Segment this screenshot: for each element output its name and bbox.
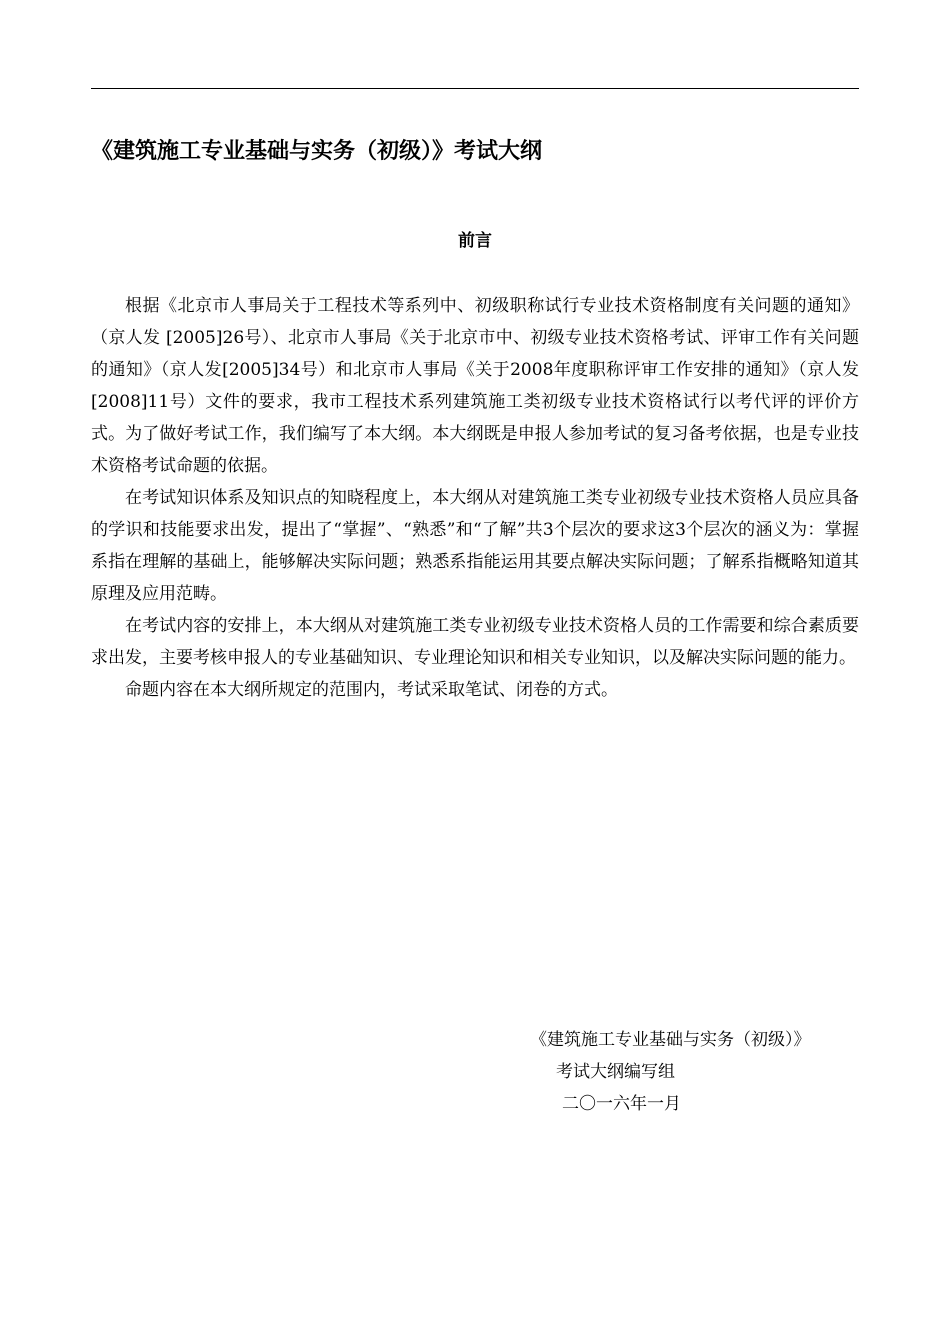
paragraph-2: 在考试知识体系及知识点的知晓程度上，本大纲从对建筑施工类专业初级专业技术资格人员应具备的学识和技能要求出发，提出了“掌握”、“熟悉”和“了解”共3个层次的要求这3个层次的涵义为：掌握系指在理解的基础上，能够解决实际问题；熟悉系指能运用其要点解决实际问题；了解系指概略知道其原理及应用范畴。 bbox=[91, 488, 859, 604]
paragraph-3: 在考试内容的安排上，本大纲从对建筑施工类专业初级专业技术资格人员的工作需要和综合素质要求出发，主要考核申报人的专业基础知识、专业理论知识和相关专业知识，以及解决实际问题的能力。 bbox=[91, 616, 859, 668]
signature-block bbox=[520, 1024, 860, 1120]
paragraph-1: 根据《北京市人事局关于工程技术等系列中、初级职称试行专业技术资格制度有关问题的通知》（京人发 [2005]26号）、北京市人事局《关于北京市中、初级专业技术资格考试、评审工作有关问题的通知》（京人发[2005]34号）和北京市人事局《关于2008年度职称评审工作安排的通知》（京人发[2008]11号）文件的要求，我市工程技术系列建筑施工类初级专业技术资格试行以考代评的评价方式。为了做好考试工作，我们编写了本大纲。本大纲既是申报人参加考试的复习备考依据，也是专业技术资格考试命题的依据。 bbox=[91, 296, 859, 476]
signature-author: 考试大纲编写组 bbox=[556, 1062, 675, 1082]
signature-book-title: 《建筑施工专业基础与实务（初级）》 bbox=[530, 1030, 811, 1050]
signature-date: 二〇一六年一月 bbox=[562, 1094, 681, 1114]
document-title: 《建筑施工专业基础与实务（初级）》考试大纲 bbox=[91, 139, 543, 164]
preface-heading: 前言 bbox=[458, 231, 492, 251]
preface-body bbox=[91, 290, 859, 706]
header-rule bbox=[91, 88, 859, 89]
paragraph-4: 命题内容在本大纲所规定的范围内，考试采取笔试、闭卷的方式。 bbox=[125, 680, 618, 700]
